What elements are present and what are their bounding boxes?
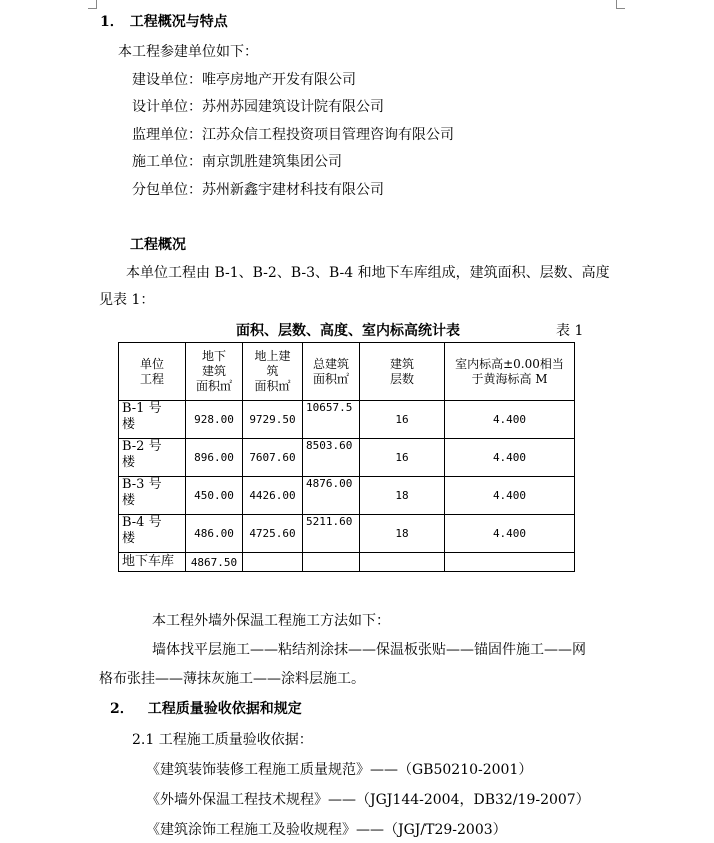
header-cell: 单位 工程 — [119, 343, 186, 401]
table-row — [119, 401, 575, 439]
elevation-cell: 4.400 — [445, 515, 575, 553]
table-title: 面积、层数、高度、室内标高统计表 — [236, 323, 460, 339]
aboveground-area-cell: 7607.60 — [243, 439, 303, 477]
section-2-heading — [110, 700, 302, 718]
unit-value: 苏州苏园建筑设计院有限公司 — [202, 99, 384, 115]
reference-line: 《建筑涂饰工程施工及验收规程》——（JGJ/T29-2003） — [146, 822, 507, 838]
elevation-cell: 4.400 — [445, 401, 575, 439]
header-cell: 地上建 筑 面积㎡ — [243, 343, 303, 401]
unit-line — [132, 71, 356, 89]
reference-line: 《外墙外保温工程技术规程》——（JGJ144-2004，DB32/19-2007） — [146, 792, 590, 808]
floors-cell: 16 — [360, 401, 445, 439]
overview-text-line-1: 本单位工程由 B-1、B-2、B-3、B-4 和地下车库组成，建筑面积、层数、高度 — [126, 265, 610, 281]
header-cell: 室内标高±0.00相当 于黄海标高 M — [445, 343, 575, 401]
statistics-table — [118, 342, 575, 572]
table-row — [119, 553, 575, 572]
participants-intro: 本工程参建单位如下： — [118, 44, 258, 60]
section-1-number: 1． — [100, 14, 124, 30]
header-cell: 总建筑 面积㎡ — [303, 343, 360, 401]
unit-line — [132, 126, 454, 144]
floors-cell: 18 — [360, 515, 445, 553]
total-area-cell: 4876.00 — [303, 477, 360, 515]
reference-line: 《建筑装饰装修工程施工质量规范》——（GB50210-2001） — [146, 762, 533, 778]
underground-area-cell: 928.00 — [186, 401, 243, 439]
unit-line — [132, 153, 342, 171]
row-name-cell: B-2 号 楼 — [119, 439, 186, 477]
row-name-cell: 地下车库 — [119, 553, 186, 572]
total-area-cell: 10657.5 — [303, 401, 360, 439]
header-cell: 建筑 层数 — [360, 343, 445, 401]
method-text-line-2: 格布张挂——薄抹灰施工——涂料层施工。 — [99, 671, 365, 687]
method-text-line-1: 墙体找平层施工——粘结剂涂抹——保温板张贴——锚固件施工——网 — [152, 642, 586, 658]
unit-label: 施工单位： — [132, 154, 202, 170]
unit-value: 南京凯胜建筑集团公司 — [202, 154, 342, 170]
unit-label: 设计单位： — [132, 99, 202, 115]
section-2-1-heading: 2.1 工程施工质量验收依据： — [132, 732, 313, 748]
section-2-title: 工程质量验收依据和规定 — [147, 701, 302, 717]
underground-area-cell: 4867.50 — [186, 553, 243, 572]
section-1-title: 工程概况与特点 — [129, 14, 228, 30]
elevation-cell: 4.400 — [445, 477, 575, 515]
aboveground-area-cell: 9729.50 — [243, 401, 303, 439]
overview-heading: 工程概况 — [130, 237, 186, 253]
aboveground-area-cell: 4426.00 — [243, 477, 303, 515]
unit-value: 江苏众信工程投资项目管理咨询有限公司 — [202, 127, 454, 143]
crop-mark-top-left — [88, 0, 97, 9]
overview-text-line-2: 见表 1： — [99, 292, 155, 308]
unit-value: 苏州新鑫宇建材科技有限公司 — [202, 182, 384, 198]
unit-line — [132, 98, 384, 116]
unit-line — [132, 181, 384, 199]
elevation-cell — [445, 553, 575, 572]
underground-area-cell: 486.00 — [186, 515, 243, 553]
table-header-row — [119, 343, 575, 401]
section-2-number: 2． — [110, 701, 134, 717]
row-name-cell: B-1 号 楼 — [119, 401, 186, 439]
unit-label: 建设单位： — [132, 72, 202, 88]
crop-mark-top-right — [616, 0, 625, 9]
elevation-cell: 4.400 — [445, 439, 575, 477]
aboveground-area-cell: 4725.60 — [243, 515, 303, 553]
unit-label: 分包单位： — [132, 182, 202, 198]
floors-cell: 18 — [360, 477, 445, 515]
table-row — [119, 439, 575, 477]
header-cell: 地下 建筑 面积㎡ — [186, 343, 243, 401]
table-number: 表 1 — [556, 323, 584, 339]
method-intro: 本工程外墙外保温工程施工方法如下： — [152, 613, 390, 629]
table-row — [119, 515, 575, 553]
underground-area-cell: 896.00 — [186, 439, 243, 477]
floors-cell: 16 — [360, 439, 445, 477]
unit-value: 唯亭房地产开发有限公司 — [202, 72, 356, 88]
section-1-heading — [100, 13, 228, 31]
underground-area-cell: 450.00 — [186, 477, 243, 515]
row-name-cell: B-3 号 楼 — [119, 477, 186, 515]
floors-cell — [360, 553, 445, 572]
total-area-cell: 5211.60 — [303, 515, 360, 553]
total-area-cell: 8503.60 — [303, 439, 360, 477]
unit-label: 监理单位： — [132, 127, 202, 143]
total-area-cell — [303, 553, 360, 572]
row-name-cell: B-4 号 楼 — [119, 515, 186, 553]
aboveground-area-cell — [243, 553, 303, 572]
table-row — [119, 477, 575, 515]
